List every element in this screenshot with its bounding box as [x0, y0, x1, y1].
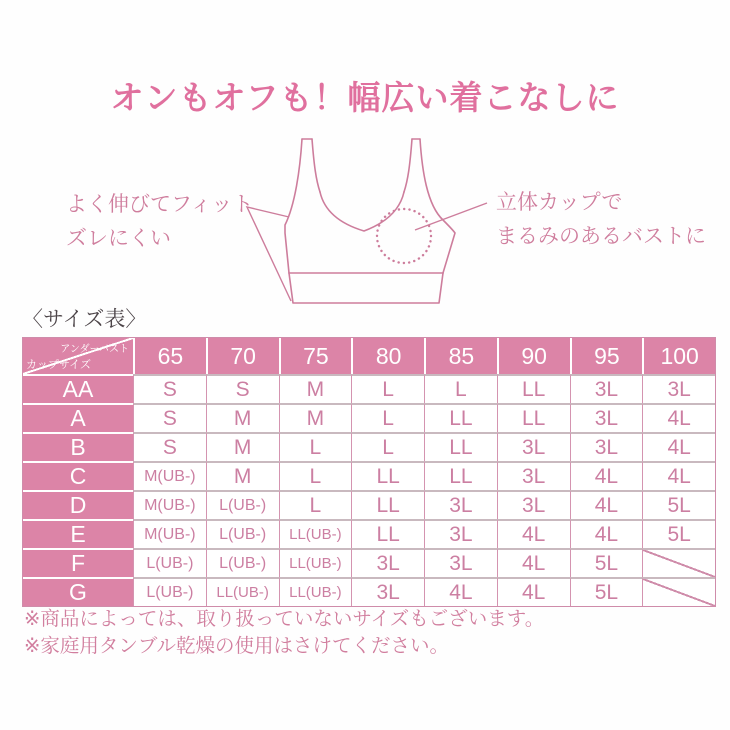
- annotation-right-line2: まるみのあるバストに: [496, 225, 706, 248]
- size-cell: 4L: [570, 519, 643, 548]
- annotation-left-line2: ズレにくい: [66, 227, 171, 250]
- size-cell: 3L: [351, 577, 424, 606]
- row-header-AA: AA: [23, 374, 133, 403]
- size-cell: [642, 577, 715, 606]
- size-cell: L: [279, 432, 352, 461]
- size-cell: LL: [497, 374, 570, 403]
- column-header-80: 80: [351, 338, 424, 374]
- column-header-75: 75: [279, 338, 352, 374]
- size-cell: 3L: [570, 374, 643, 403]
- footnote-1: ※商品によっては、取り扱っていないサイズもございます。: [24, 608, 545, 630]
- size-cell: 4L: [424, 577, 497, 606]
- size-cell: 4L: [497, 577, 570, 606]
- size-cell: M(UB-): [133, 490, 206, 519]
- size-cell: L(UB-): [133, 577, 206, 606]
- size-cell: 3L: [570, 432, 643, 461]
- annotation-right: [496, 186, 706, 254]
- size-cell: LL(UB-): [279, 577, 352, 606]
- size-cell: 5L: [570, 548, 643, 577]
- row-header-B: B: [23, 432, 133, 461]
- size-cell: LL: [351, 461, 424, 490]
- size-cell: L: [424, 374, 497, 403]
- size-cell: S: [133, 403, 206, 432]
- size-cell: 5L: [642, 519, 715, 548]
- size-cell: M: [279, 374, 352, 403]
- size-cell: 3L: [497, 490, 570, 519]
- size-cell: L(UB-): [133, 548, 206, 577]
- size-cell: L: [279, 461, 352, 490]
- size-cell: 5L: [642, 490, 715, 519]
- size-cell: M(UB-): [133, 519, 206, 548]
- size-cell: 4L: [642, 432, 715, 461]
- corner-label-cupsize: カップサイズ: [26, 359, 92, 371]
- size-cell: 3L: [570, 403, 643, 432]
- row-header-G: G: [23, 577, 133, 606]
- footnote-2: ※家庭用タンブル乾燥の使用はさけてください。: [24, 635, 450, 657]
- size-chart-heading: 〈サイズ表〉: [22, 308, 147, 331]
- size-cell: L(UB-): [206, 519, 279, 548]
- size-table: [22, 337, 716, 607]
- bra-outline: [285, 139, 455, 303]
- column-header-70: 70: [206, 338, 279, 374]
- size-cell: 4L: [570, 461, 643, 490]
- footnotes: [24, 606, 544, 660]
- column-header-100: 100: [642, 338, 715, 374]
- size-cell: 3L: [497, 461, 570, 490]
- size-cell: 4L: [570, 490, 643, 519]
- size-cell: M(UB-): [133, 461, 206, 490]
- size-cell: LL: [424, 432, 497, 461]
- size-cell: L(UB-): [206, 490, 279, 519]
- column-header-65: 65: [133, 338, 206, 374]
- size-cell: S: [206, 374, 279, 403]
- size-cell: L: [279, 490, 352, 519]
- annotation-left-line1: よく伸びてフィット: [66, 193, 254, 216]
- size-cell: 4L: [642, 403, 715, 432]
- size-cell: 3L: [424, 519, 497, 548]
- annotation-right-line1: 立体カップで: [496, 191, 623, 214]
- size-cell: S: [133, 432, 206, 461]
- size-cell: 4L: [497, 548, 570, 577]
- row-header-E: E: [23, 519, 133, 548]
- row-header-A: A: [23, 403, 133, 432]
- cup-dotted-circle: [377, 209, 431, 263]
- size-cell: L: [351, 432, 424, 461]
- right-pointer-line: [415, 203, 487, 230]
- size-cell: 3L: [424, 548, 497, 577]
- left-pointer-line: [247, 207, 291, 301]
- column-header-85: 85: [424, 338, 497, 374]
- size-cell: S: [133, 374, 206, 403]
- size-cell: [642, 548, 715, 577]
- size-cell: M: [279, 403, 352, 432]
- size-cell: LL(UB-): [279, 519, 352, 548]
- table-corner-cell: [23, 338, 133, 374]
- corner-label-underbust: アンダーバスト: [60, 344, 129, 355]
- size-cell: L(UB-): [206, 548, 279, 577]
- size-cell: LL: [351, 519, 424, 548]
- size-cell: LL: [351, 490, 424, 519]
- size-cell: 3L: [642, 374, 715, 403]
- size-cell: M: [206, 403, 279, 432]
- annotation-left: [66, 188, 253, 256]
- size-cell: 4L: [642, 461, 715, 490]
- row-header-F: F: [23, 548, 133, 577]
- size-cell: LL: [424, 461, 497, 490]
- size-cell: M: [206, 461, 279, 490]
- row-header-D: D: [23, 490, 133, 519]
- size-cell: 3L: [351, 548, 424, 577]
- size-cell: LL: [424, 403, 497, 432]
- size-cell: L: [351, 403, 424, 432]
- size-cell: LL: [497, 403, 570, 432]
- size-cell: M: [206, 432, 279, 461]
- size-cell: LL(UB-): [279, 548, 352, 577]
- column-header-90: 90: [497, 338, 570, 374]
- size-cell: 4L: [497, 519, 570, 548]
- size-cell: 5L: [570, 577, 643, 606]
- size-cell: L: [351, 374, 424, 403]
- page-title: オンもオフも！幅広い着こなしに: [110, 79, 620, 116]
- row-header-C: C: [23, 461, 133, 490]
- size-cell: 3L: [497, 432, 570, 461]
- size-cell: 3L: [424, 490, 497, 519]
- size-cell: LL(UB-): [206, 577, 279, 606]
- column-header-95: 95: [570, 338, 643, 374]
